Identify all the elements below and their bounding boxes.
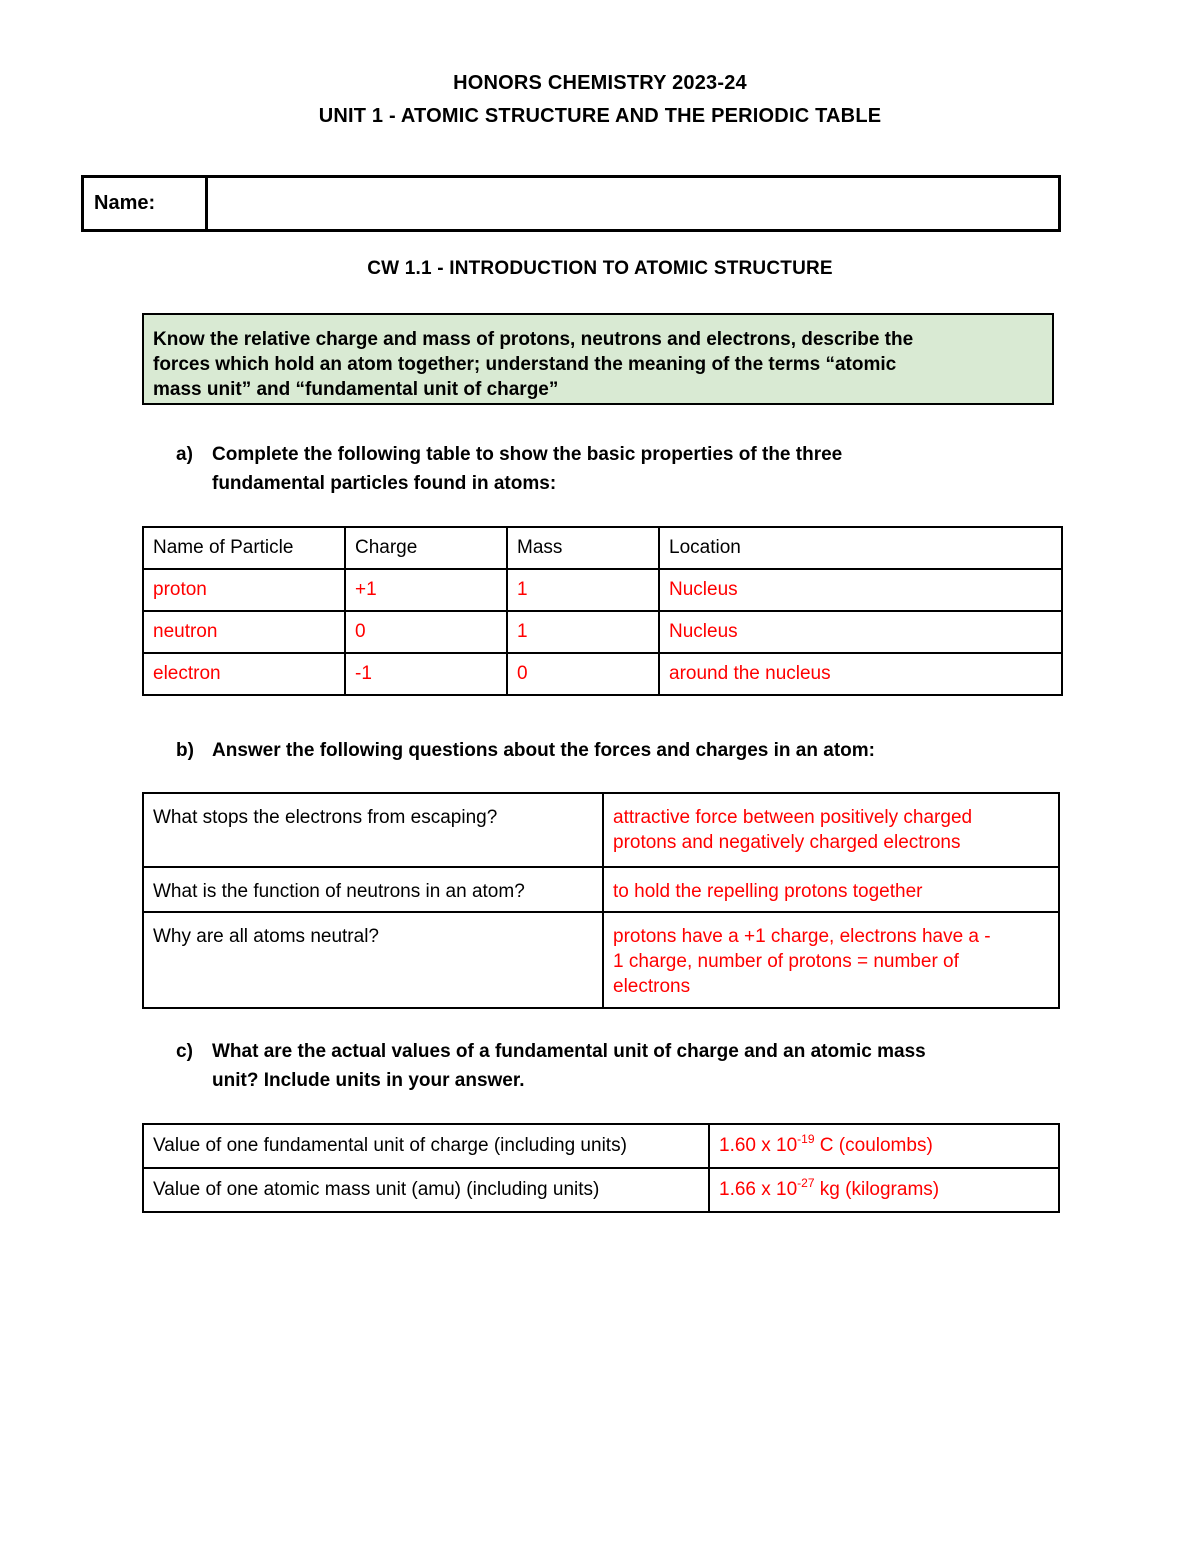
answer-cell[interactable]: around the nucleus (659, 653, 1062, 695)
table-row (143, 1168, 1059, 1212)
learning-objective-box (142, 313, 1054, 405)
answer-cell[interactable] (603, 867, 1059, 912)
table-row (143, 1124, 1059, 1168)
answer-line: attractive force between positively charged (613, 807, 973, 828)
answer-line: protons and negatively charged electrons (613, 832, 961, 853)
name-label: Name: (83, 177, 207, 231)
answer-cell[interactable] (603, 793, 1059, 867)
answer-line: 1 charge, number of protons = number of (613, 951, 959, 972)
values-table (142, 1123, 1060, 1213)
table-row (143, 569, 1062, 611)
answer-cell[interactable]: Nucleus (659, 611, 1062, 653)
question-text: fundamental particles found in atoms: (212, 473, 557, 494)
course-title: HONORS CHEMISTRY 2023-24 (453, 72, 747, 94)
answer-line: to hold the repelling protons together (613, 881, 923, 902)
header-cell: Name of Particle (143, 527, 345, 569)
answer-cell[interactable]: 0 (345, 611, 507, 653)
question-text: What are the actual values of a fundamental unit of charge and an atomic mass (212, 1041, 926, 1062)
answer-cell[interactable] (603, 912, 1059, 1008)
answer-cell[interactable] (709, 1168, 1059, 1212)
answer-cell[interactable]: electron (143, 653, 345, 695)
name-field[interactable] (207, 177, 1060, 231)
table-header-row (143, 527, 1062, 569)
answer-cell[interactable]: neutron (143, 611, 345, 653)
table-row (143, 793, 1059, 867)
table-row (143, 611, 1062, 653)
question-b (176, 736, 875, 765)
value-unit: C (coulombs) (814, 1135, 933, 1156)
header-cell: Location (659, 527, 1062, 569)
question-letter: c) (176, 1041, 193, 1062)
value-coefficient: 1.66 x 10 (719, 1179, 798, 1200)
question-cell: What stops the electrons from escaping? (143, 793, 603, 867)
question-cell: What is the function of neutrons in an atom? (143, 867, 603, 912)
question-letter: a) (176, 444, 193, 465)
particles-table (142, 526, 1063, 696)
objective-line: Know the relative charge and mass of protons, neutrons and electrons, describe the (153, 329, 914, 350)
value-exponent: -19 (797, 1132, 815, 1146)
answer-cell[interactable] (709, 1124, 1059, 1168)
header-cell: Charge (345, 527, 507, 569)
table-row (143, 653, 1062, 695)
question-cell: Value of one atomic mass unit (amu) (including units) (143, 1168, 709, 1212)
question-c (176, 1037, 926, 1091)
question-a (176, 440, 843, 494)
objective-line: forces which hold an atom together; understand the meaning of the terms “atomic (153, 354, 897, 375)
answer-cell[interactable]: -1 (345, 653, 507, 695)
question-cell: Why are all atoms neutral? (143, 912, 603, 1008)
question-letter: b) (176, 740, 194, 761)
classwork-title: CW 1.1 - INTRODUCTION TO ATOMIC STRUCTURE (367, 258, 833, 279)
answer-cell[interactable]: 1 (507, 569, 659, 611)
answer-cell[interactable]: Nucleus (659, 569, 1062, 611)
question-cell: Value of one fundamental unit of charge (including units) (143, 1124, 709, 1168)
table-row (143, 867, 1059, 912)
forces-table (142, 792, 1060, 1009)
question-text: Answer the following questions about the forces and charges in an atom: (212, 740, 875, 761)
unit-title: UNIT 1 - ATOMIC STRUCTURE AND THE PERIODIC TABLE (318, 105, 882, 127)
header-cell: Mass (507, 527, 659, 569)
answer-cell[interactable]: 0 (507, 653, 659, 695)
name-table (81, 175, 1061, 232)
table-row (143, 912, 1059, 1008)
value-exponent: -27 (797, 1176, 815, 1190)
answer-cell[interactable]: 1 (507, 611, 659, 653)
answer-cell[interactable]: +1 (345, 569, 507, 611)
answer-line: protons have a +1 charge, electrons have a - (613, 926, 991, 947)
value-unit: kg (kilograms) (814, 1179, 940, 1200)
answer-line: electrons (613, 976, 691, 997)
objective-line: mass unit” and “fundamental unit of charge” (153, 379, 559, 400)
question-text: unit? Include units in your answer. (212, 1070, 525, 1091)
value-coefficient: 1.60 x 10 (719, 1135, 798, 1156)
answer-cell[interactable]: proton (143, 569, 345, 611)
question-text: Complete the following table to show the basic properties of the three (212, 444, 843, 465)
